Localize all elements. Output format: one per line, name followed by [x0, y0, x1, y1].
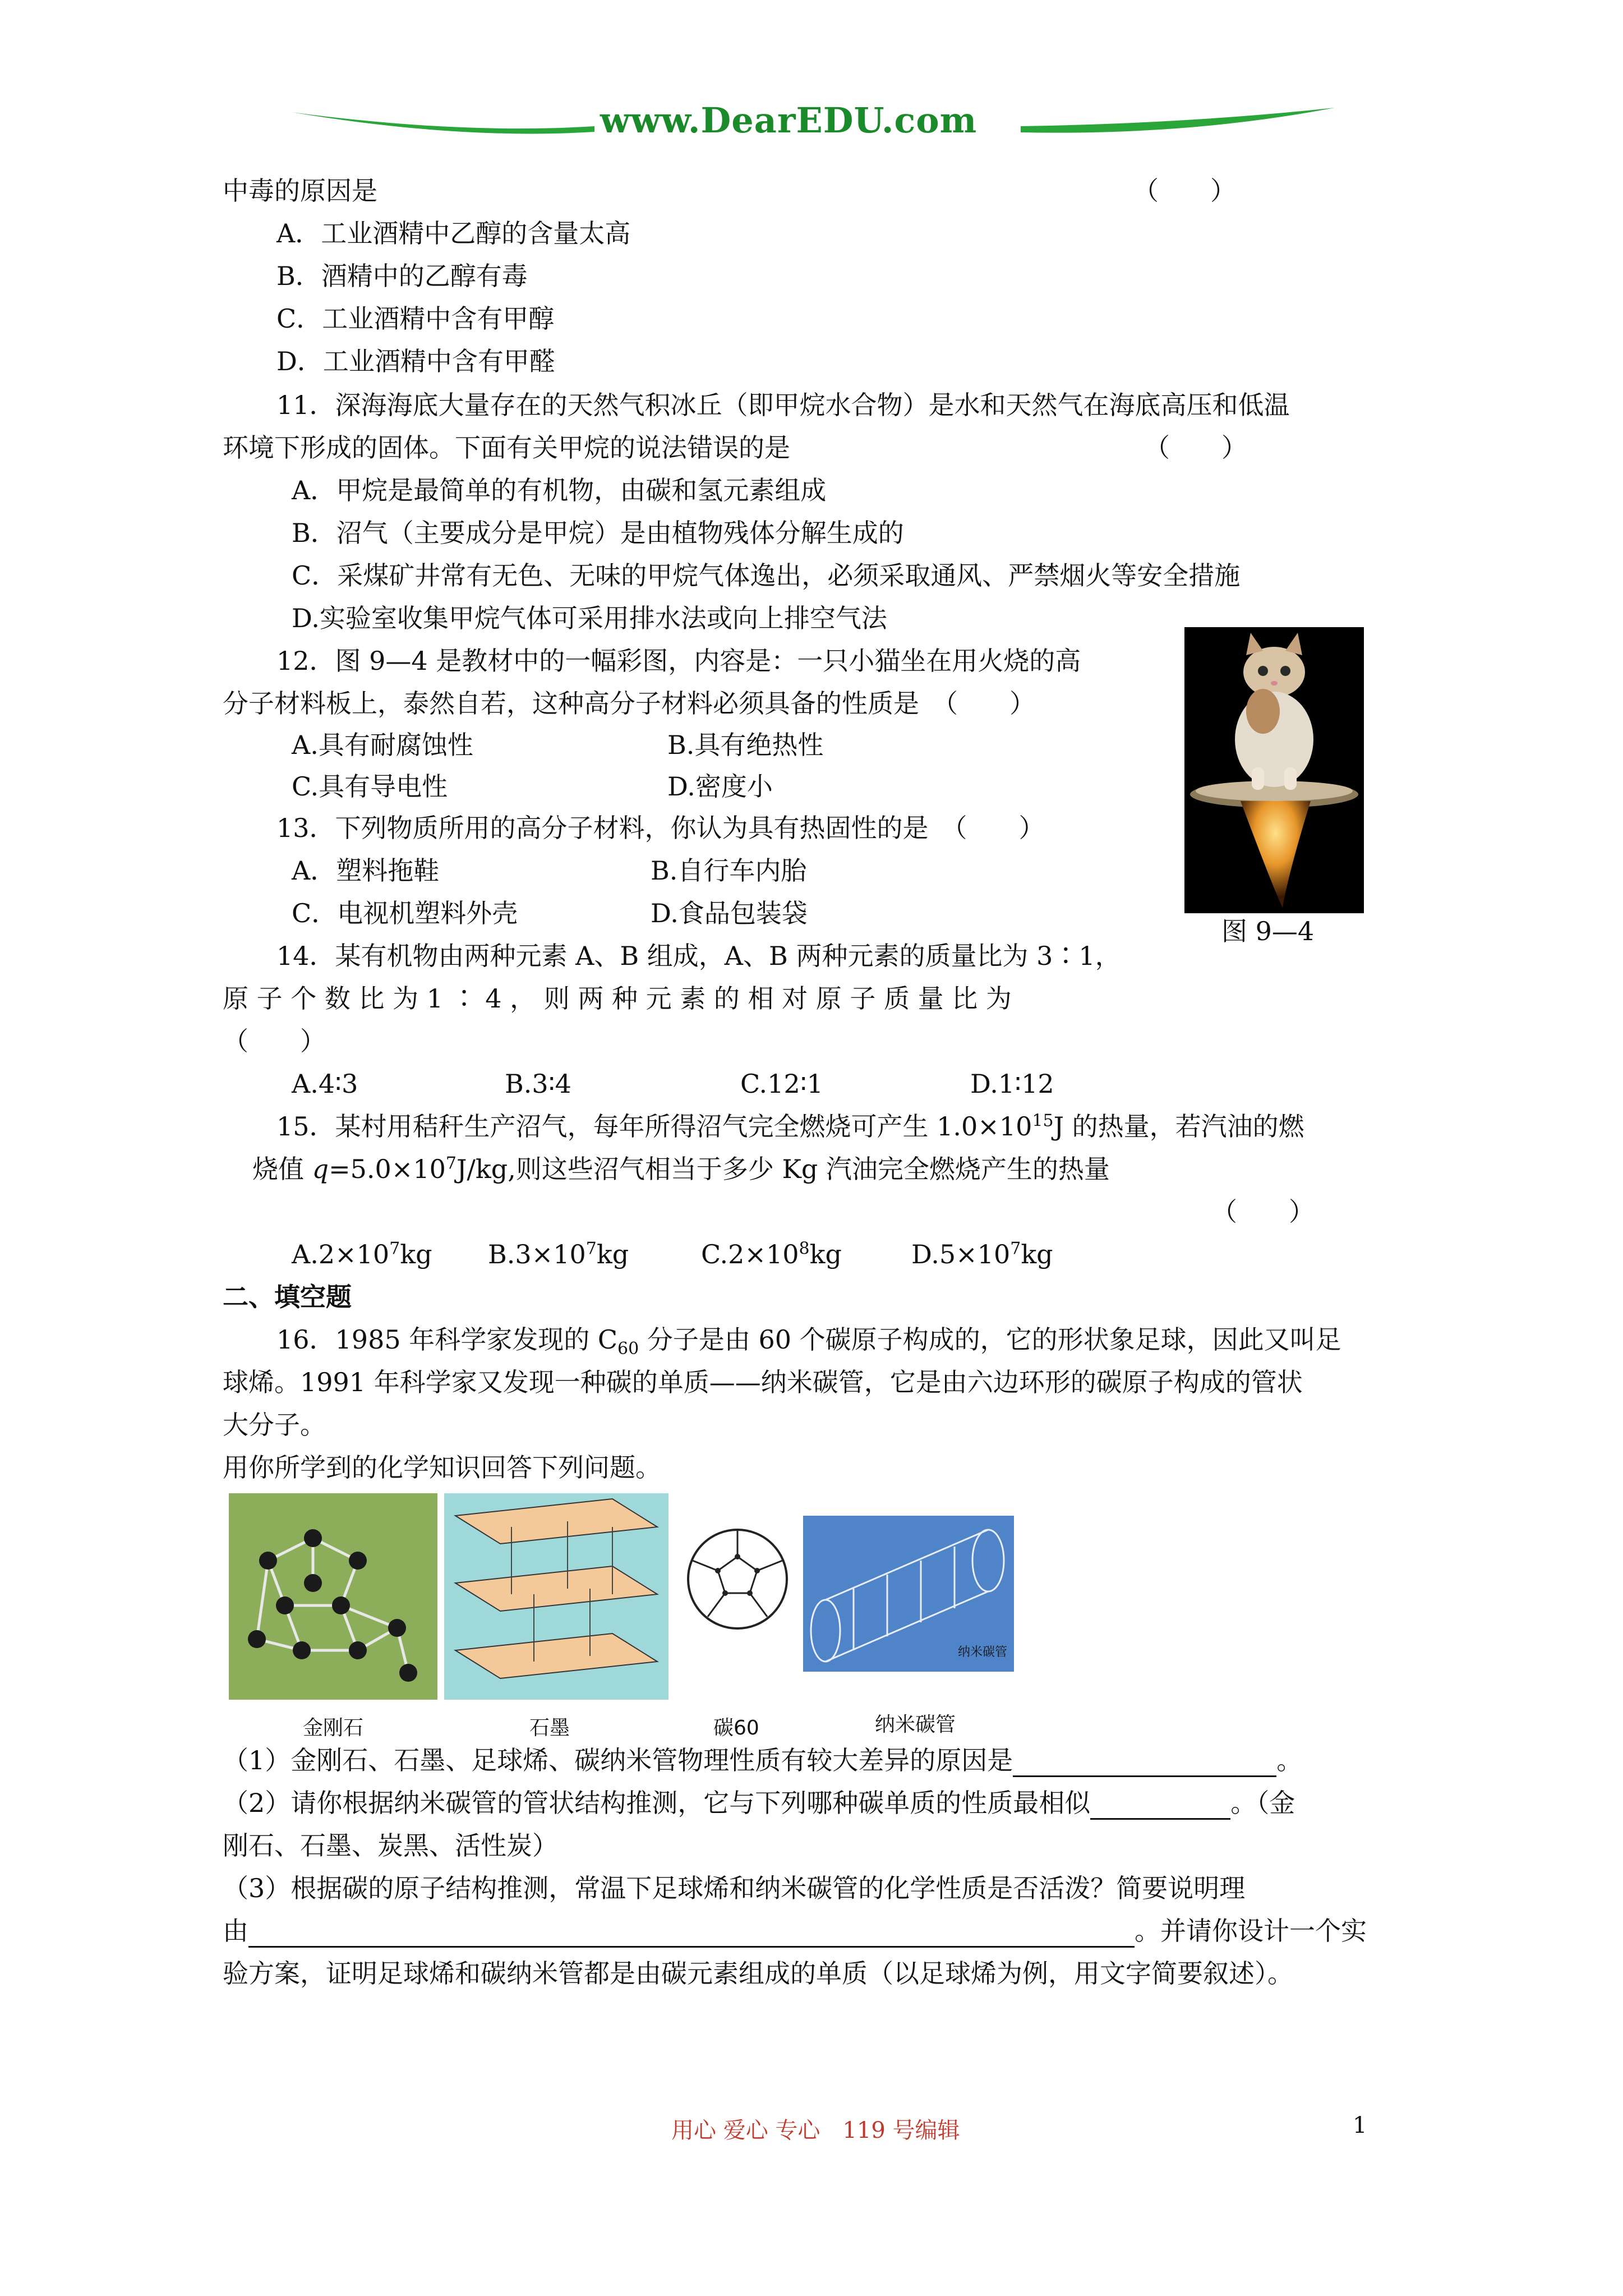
q13-option-b: B.自行车内胎 — [651, 855, 807, 886]
q14-paren: （ ） — [223, 1026, 326, 1056]
q15-option-b: $B.3\times 10^7kg$ — [488, 1239, 629, 1269]
q11-option-c: C．采煤矿井常有无色、无味的甲烷气体逸出，必须采取通风、严禁烟火等安全措施 — [292, 560, 1241, 591]
nanotube-figure — [803, 1516, 1014, 1672]
q12-option-d: D.密度小 — [667, 771, 773, 802]
q11-line1: 11．深海海底大量存在的天然气积冰丘（即甲烷水合物）是水和天然气在海底高压和低温 — [276, 390, 1290, 420]
q11-option-a: A．甲烷是最简单的有机物，由碳和氢元素组成 — [292, 475, 827, 505]
q10-option-d: D．工业酒精中含有甲醛 — [276, 346, 555, 376]
q10-stem: 中毒的原因是 — [223, 176, 377, 206]
q13-option-a: A．塑料拖鞋 — [292, 855, 440, 886]
q14-option-c: C.12∶1 — [740, 1069, 823, 1099]
footer-text: 用心 爱心 专心 119 号编辑 — [671, 2118, 960, 2143]
q13-option-d: D.食品包装袋 — [651, 898, 808, 928]
q16-part3-line1: （3）根据碳的原子结构推测，常温下足球烯和纳米碳管的化学性质是否活泼？简要说明理 — [223, 1873, 1246, 1903]
q16-part1: （1）金刚石、石墨、足球烯、碳纳米管物理性质有较大差异的原因是 。 — [223, 1743, 1302, 1777]
c60-caption: 碳60 — [713, 1717, 759, 1740]
q11-paren: （ ） — [1144, 432, 1247, 463]
q11-line2: 环境下形成的固体。下面有关甲烷的说法错误的是 — [223, 432, 790, 463]
q10-option-b: B．酒精中的乙醇有毒 — [276, 261, 528, 291]
q14-line1: 14．某有机物由两种元素 A、B 组成，A、B 两种元素的质量比为 3∶1， — [276, 941, 1121, 971]
q12-option-a: A.具有耐腐蚀性 — [292, 730, 473, 760]
q13-stem: 13．下列物质所用的高分子材料，你认为具有热固性的是 （ ） — [276, 813, 1045, 843]
q14-option-b: B.3∶4 — [505, 1069, 571, 1099]
q12-line1: 12．图 9—4 是教材中的一幅彩图，内容是：一只小猫坐在用火烧的高 — [276, 646, 1081, 676]
q15-line1: 15．某村用秸秆生产沼气，每年所得沼气完全燃烧可产生 $1.0\times 10^{15}J$ 的热量，若汽油的燃 — [276, 1111, 1304, 1142]
q12-option-c: C.具有导电性 — [292, 771, 448, 802]
q11-option-b: B．沼气（主要成分是甲烷）是由植物残体分解生成的 — [292, 518, 904, 548]
q10-paren: （ ） — [1133, 176, 1236, 206]
nanotube-caption: 纳米碳管 — [875, 1713, 956, 1736]
section-2-title: 二、填空题 — [223, 1282, 352, 1312]
q16-line3: 大分子。 — [223, 1410, 326, 1440]
q16-line1: 16．1985 年科学家发现的 $C_{60}$ 分子是由 60 个碳原子构成的，它的形状象足球，因此又叫足 — [276, 1324, 1341, 1359]
q16-part1-answer-blank[interactable] — [1013, 1751, 1276, 1777]
q15-paren: （ ） — [1211, 1197, 1315, 1227]
header-logo[interactable]: www.DearEDU.com — [600, 100, 978, 141]
q14-line2: 原 子 个 数 比 为 1 ∶ 4 ， 则 两 种 元 素 的 相 对 原 子 质 量 比 为 — [223, 983, 1012, 1014]
nanotube-inner-label: 纳米碳管 — [958, 1645, 1008, 1659]
graphite-figure — [444, 1493, 668, 1700]
figure-9-4-caption: 图 9—4 — [1221, 916, 1315, 946]
q15-option-a: $A.2\times 10^7kg$ — [292, 1239, 432, 1269]
q16-part3-line3: 验方案，证明足球烯和碳纳米管都是由碳元素组成的单质（以足球烯为例，用文字简要叙述）。 — [223, 1958, 1293, 1989]
q14-option-d: D.1∶12 — [970, 1069, 1054, 1099]
q11-option-d: D.实验室收集甲烷气体可采用排水法或向上排空气法 — [292, 603, 887, 633]
q12-line2: 分子材料板上，泰然自若，这种高分子材料必须具备的性质是 （ ） — [223, 688, 1035, 719]
q10-option-a: A．工业酒精中乙醇的含量太高 — [276, 218, 631, 249]
diamond-figure — [229, 1493, 437, 1700]
q13-option-c: C．电视机塑料外壳 — [292, 898, 518, 928]
q16-line4: 用你所学到的化学知识回答下列问题。 — [223, 1452, 661, 1483]
q16-part2-answer-blank[interactable] — [1090, 1793, 1230, 1820]
page-number: 1 — [1353, 2113, 1367, 2138]
q14-option-a: A.4∶3 — [292, 1069, 358, 1099]
q12-option-b: B.具有绝热性 — [667, 730, 824, 760]
graphite-caption: 石墨 — [529, 1717, 570, 1740]
q16-line2: 球烯。1991 年科学家又发现一种碳的单质——纳米碳管，它是由六边环形的碳原子构成的管状 — [223, 1367, 1303, 1397]
q16-part3-line2: 由 。并请你设计一个实 — [223, 1914, 1367, 1948]
q16-part2: （2）请你根据纳米碳管的管状结构推测，它与下列哪种碳单质的性质最相似 。（金 — [223, 1786, 1295, 1820]
q15-option-c: $C.2\times 10^8kg$ — [701, 1239, 842, 1269]
q10-option-c: C．工业酒精中含有甲醇 — [276, 303, 555, 334]
diamond-caption: 金刚石 — [303, 1717, 364, 1740]
kitten-figure — [1184, 627, 1364, 913]
c60-figure — [684, 1526, 791, 1632]
q15-line2: 烧值 $q=5.0\times 10^7J/kg$,则这些沼气相当于多少 Kg 汽油完全燃烧产生的热量 — [252, 1153, 1110, 1184]
q16-part3-answer-blank[interactable] — [248, 1921, 1135, 1948]
q16-part2-line2: 刚石、石墨、炭黑、活性炭） — [223, 1830, 558, 1861]
q15-option-d: $D.5\times 10^7kg$ — [911, 1239, 1053, 1269]
